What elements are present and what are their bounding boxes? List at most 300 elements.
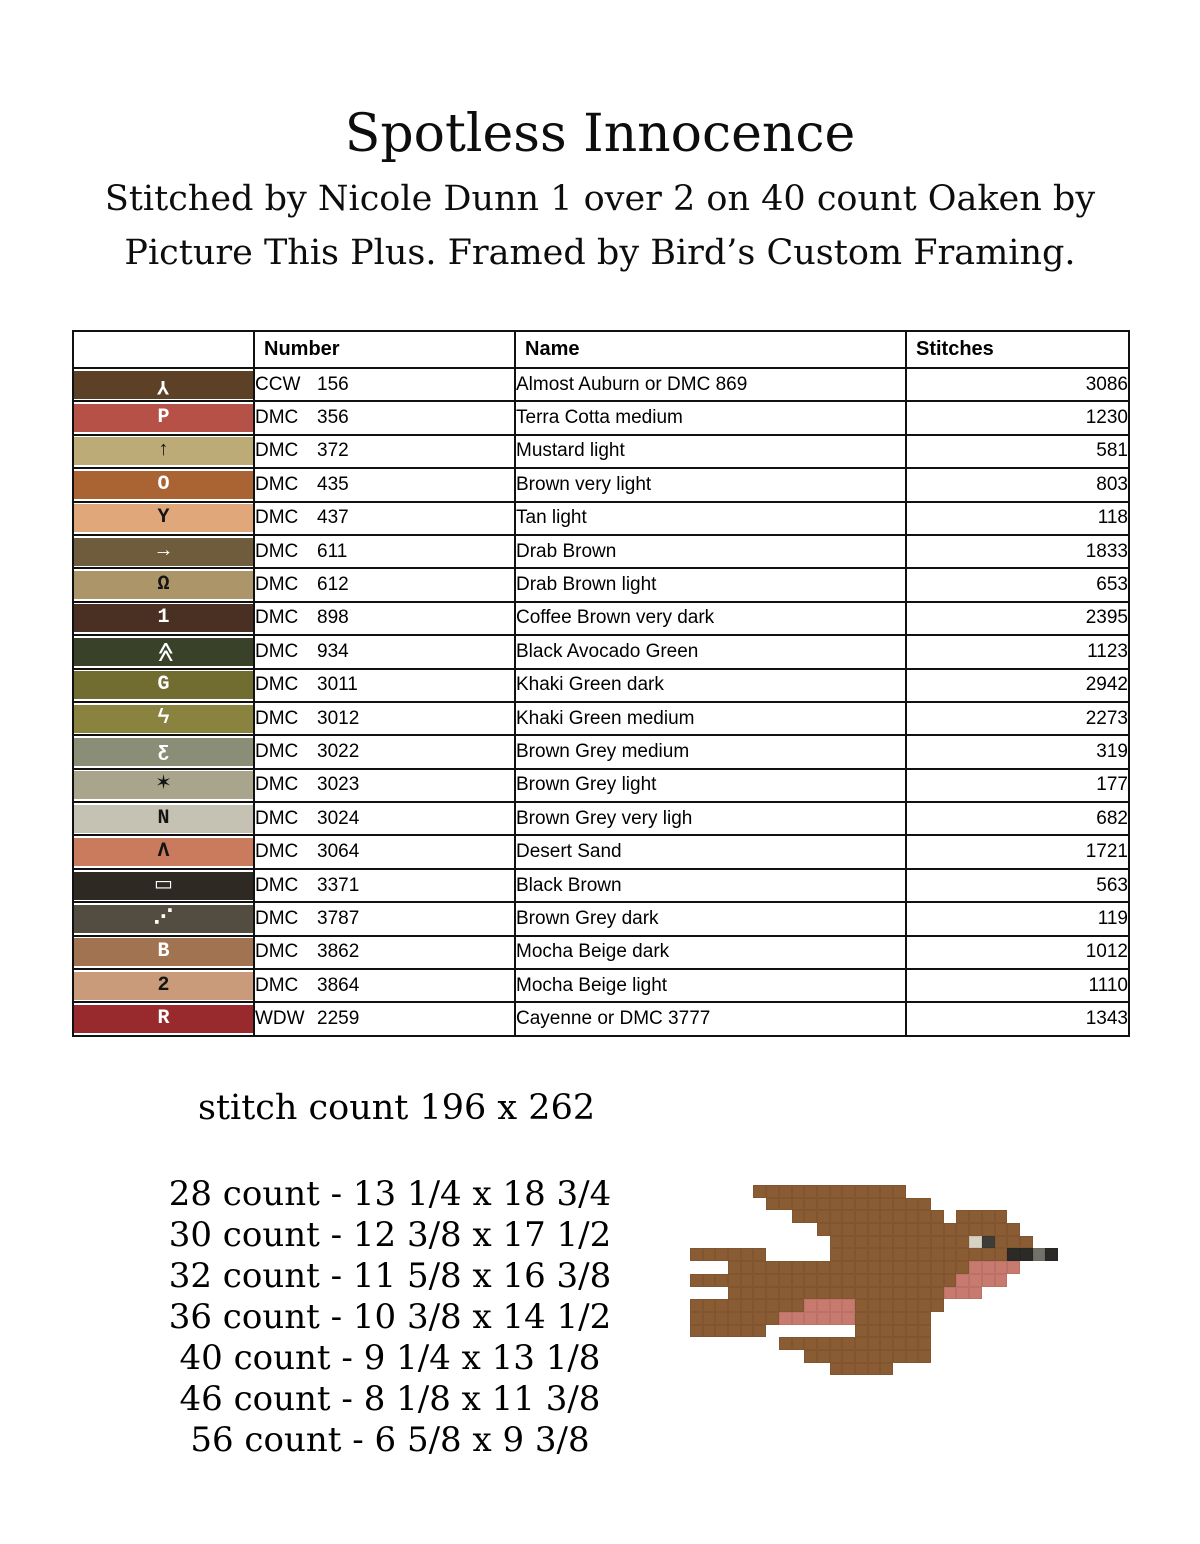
stitch-cell [804, 1325, 817, 1338]
stitch-cell [918, 1261, 931, 1274]
stitch-symbol: 1 [157, 606, 170, 630]
number-cell [254, 635, 515, 668]
stitch-cell [956, 1299, 969, 1312]
stitch-cell [817, 1350, 830, 1363]
stitch-cell [728, 1312, 741, 1325]
stitch-cell [918, 1363, 931, 1376]
stitch-cell [1033, 1350, 1046, 1363]
color-row [73, 936, 1129, 969]
stitch-cell [969, 1185, 982, 1198]
number-cell [254, 468, 515, 501]
stitch-cell [830, 1185, 843, 1198]
stitch-cell [1045, 1210, 1058, 1223]
pattern-title: Spotless Innocence [344, 104, 856, 164]
color-name: Brown Grey light [515, 769, 906, 802]
color-name: Black Brown [515, 869, 906, 902]
color-name: Khaki Green dark [515, 669, 906, 702]
stitch-cell [690, 1248, 703, 1261]
number-cell [254, 1002, 515, 1035]
stitch-cell [792, 1274, 805, 1287]
stitch-cell [753, 1337, 766, 1350]
stitch-cell [703, 1274, 716, 1287]
stitch-cell [842, 1337, 855, 1350]
stitch-cell [792, 1261, 805, 1274]
size-conversion-list [140, 1174, 640, 1461]
stitch-cell [880, 1261, 893, 1274]
stitch-cell [906, 1363, 919, 1376]
stitch-cell [830, 1299, 843, 1312]
color-row [73, 802, 1129, 835]
stitch-cell [1058, 1261, 1071, 1274]
stitch-cell [1045, 1287, 1058, 1300]
stitch-cell [715, 1363, 728, 1376]
stitch-cell [969, 1210, 982, 1223]
stitch-cell [931, 1223, 944, 1236]
stitch-cell [982, 1223, 995, 1236]
stitch-cell [703, 1350, 716, 1363]
pattern-subtitle-line2: Picture This Plus. Framed by Bird’s Custom Framing. [124, 233, 1076, 273]
stitch-cell [918, 1223, 931, 1236]
stitch-cell [982, 1248, 995, 1261]
stitch-cell [690, 1236, 703, 1249]
stitch-cell [1033, 1223, 1046, 1236]
swatch-cell [73, 969, 254, 1002]
stitch-cell [918, 1198, 931, 1211]
stitch-cell [1020, 1325, 1033, 1338]
stitch-cell [982, 1274, 995, 1287]
stitch-cell [1007, 1363, 1020, 1376]
stitch-cell [690, 1350, 703, 1363]
stitch-cell [779, 1274, 792, 1287]
floss-code: 3864 [317, 974, 360, 996]
stitch-cell [995, 1287, 1008, 1300]
stitch-cell [842, 1248, 855, 1261]
stitch-symbol: ▭ [154, 873, 173, 897]
stitch-cell [1020, 1198, 1033, 1211]
floss-code: 437 [317, 507, 349, 529]
stitch-cell [880, 1299, 893, 1312]
stitch-cell [969, 1223, 982, 1236]
number-cell [254, 368, 515, 401]
stitch-cell [703, 1287, 716, 1300]
stitch-cell [741, 1363, 754, 1376]
number-cell [254, 669, 515, 702]
stitches-value: 3086 [906, 368, 1129, 401]
size-conversion-item: 28 count - 13 1/4 x 18 3/4 [168, 1174, 612, 1214]
color-name: Drab Brown light [515, 568, 906, 601]
stitch-cell [931, 1287, 944, 1300]
stitch-cell [969, 1248, 982, 1261]
stitch-cell [703, 1185, 716, 1198]
stitch-cell [1033, 1248, 1046, 1261]
stitch-cell [982, 1198, 995, 1211]
stitch-cell [690, 1325, 703, 1338]
color-row [73, 835, 1129, 868]
stitch-cell [918, 1287, 931, 1300]
number-cell [254, 435, 515, 468]
stitch-cell [1058, 1287, 1071, 1300]
stitch-cell [893, 1261, 906, 1274]
color-swatch [74, 738, 253, 766]
number-cell [254, 535, 515, 568]
color-swatch [74, 771, 253, 799]
stitch-cell [1045, 1185, 1058, 1198]
stitch-cell [918, 1236, 931, 1249]
stitch-cell [690, 1198, 703, 1211]
stitch-cell [766, 1185, 779, 1198]
color-swatch [74, 705, 253, 733]
stitch-cell [969, 1287, 982, 1300]
stitch-cell [906, 1274, 919, 1287]
stitch-cell [995, 1325, 1008, 1338]
stitch-cell [1007, 1274, 1020, 1287]
stitch-cell [753, 1312, 766, 1325]
stitch-cell [956, 1185, 969, 1198]
stitch-cell [1007, 1337, 1020, 1350]
color-name: Almost Auburn or DMC 869 [515, 368, 906, 401]
color-row [73, 568, 1129, 601]
stitch-cell [918, 1350, 931, 1363]
stitches-value: 581 [906, 435, 1129, 468]
stitch-cell [1007, 1210, 1020, 1223]
stitch-cell [703, 1198, 716, 1211]
stitch-cell [830, 1312, 843, 1325]
color-row [73, 1002, 1129, 1035]
stitch-cell [690, 1185, 703, 1198]
stitch-cell [906, 1236, 919, 1249]
stitch-cell [931, 1198, 944, 1211]
color-key-table [72, 330, 1130, 1037]
stitch-cell [906, 1261, 919, 1274]
stitch-cell [1007, 1261, 1020, 1274]
stitch-cell [1007, 1312, 1020, 1325]
color-swatch [74, 805, 253, 833]
stitch-cell [944, 1185, 957, 1198]
stitch-cell [969, 1261, 982, 1274]
swatch-cell [73, 902, 254, 935]
stitch-cell [1020, 1274, 1033, 1287]
stitch-cell [766, 1363, 779, 1376]
number-cell [254, 902, 515, 935]
stitch-cell [715, 1287, 728, 1300]
stitch-cell [779, 1337, 792, 1350]
color-row [73, 869, 1129, 902]
stitch-cell [1058, 1198, 1071, 1211]
stitch-cell [792, 1350, 805, 1363]
stitch-cell [893, 1274, 906, 1287]
floss-code: 3862 [317, 941, 360, 963]
header-row [73, 331, 1129, 368]
stitch-cell [1033, 1274, 1046, 1287]
stitch-cell [792, 1299, 805, 1312]
stitch-cell [1058, 1210, 1071, 1223]
stitch-cell [1058, 1274, 1071, 1287]
stitch-cell [868, 1261, 881, 1274]
floss-brand: DMC [255, 707, 299, 729]
stitch-cell [931, 1210, 944, 1223]
swatch-cell [73, 869, 254, 902]
stitch-symbol: R [157, 1007, 170, 1031]
stitch-cell [715, 1350, 728, 1363]
stitch-cell [842, 1287, 855, 1300]
stitch-symbol: ✶ [155, 773, 172, 797]
stitch-cell [766, 1248, 779, 1261]
stitch-cell [817, 1210, 830, 1223]
stitch-cell [741, 1210, 754, 1223]
stitch-cell [855, 1312, 868, 1325]
stitch-cell [880, 1185, 893, 1198]
stitch-cell [880, 1312, 893, 1325]
stitch-cell [1020, 1363, 1033, 1376]
color-swatch [74, 905, 253, 933]
stitch-cell [792, 1223, 805, 1236]
stitch-cell [944, 1299, 957, 1312]
stitch-cell [1007, 1299, 1020, 1312]
floss-code: 156 [317, 373, 349, 395]
stitch-cell [855, 1274, 868, 1287]
stitch-cell [779, 1287, 792, 1300]
floss-brand: DMC [255, 507, 299, 529]
stitch-cell [918, 1337, 931, 1350]
stitch-cell [918, 1312, 931, 1325]
floss-brand: CCW [255, 373, 301, 395]
swatch-cell [73, 635, 254, 668]
color-row [73, 401, 1129, 434]
stitch-cell [956, 1198, 969, 1211]
color-swatch [74, 638, 253, 666]
stitch-cell [703, 1312, 716, 1325]
color-row [73, 702, 1129, 735]
stitch-cell [893, 1337, 906, 1350]
stitch-cell [855, 1337, 868, 1350]
stitch-cell [1007, 1185, 1020, 1198]
stitch-cell [792, 1337, 805, 1350]
swatch-cell [73, 602, 254, 635]
stitches-value: 1012 [906, 936, 1129, 969]
stitch-cell [1045, 1337, 1058, 1350]
stitch-cell [842, 1236, 855, 1249]
stitch-cell [893, 1223, 906, 1236]
floss-brand: DMC [255, 774, 299, 796]
stitch-cell [868, 1325, 881, 1338]
stitch-cell [753, 1261, 766, 1274]
floss-brand: WDW [255, 1008, 305, 1030]
stitch-cell [779, 1236, 792, 1249]
stitch-cell [703, 1363, 716, 1376]
number-cell [254, 936, 515, 969]
stitch-cell [956, 1236, 969, 1249]
stitch-cell [792, 1198, 805, 1211]
stitch-cell [753, 1198, 766, 1211]
stitch-cell [728, 1198, 741, 1211]
stitch-cell [728, 1210, 741, 1223]
stitch-cell [918, 1274, 931, 1287]
stitch-cell [956, 1287, 969, 1300]
stitch-cell [906, 1299, 919, 1312]
stitches-value: 119 [906, 902, 1129, 935]
stitch-cell [868, 1248, 881, 1261]
stitch-cell [817, 1248, 830, 1261]
color-swatch [74, 437, 253, 465]
swatch-cell [73, 401, 254, 434]
stitch-cell [1033, 1299, 1046, 1312]
pattern-subtitle-line1: Stitched by Nicole Dunn 1 over 2 on 40 count Oaken by [104, 179, 1096, 219]
number-cell [254, 869, 515, 902]
stitch-cell [1058, 1185, 1071, 1198]
stitch-cell [715, 1337, 728, 1350]
stitch-cell [906, 1287, 919, 1300]
stitches-value: 803 [906, 468, 1129, 501]
stitch-cell [817, 1337, 830, 1350]
stitch-cell [741, 1185, 754, 1198]
stitch-cell [817, 1325, 830, 1338]
stitch-cell [690, 1337, 703, 1350]
stitch-cell [956, 1325, 969, 1338]
floss-brand: DMC [255, 974, 299, 996]
stitch-count-text: stitch count 196 x 262 [198, 1088, 596, 1128]
stitch-cell [728, 1248, 741, 1261]
color-row [73, 735, 1129, 768]
stitch-cell [753, 1363, 766, 1376]
number-cell [254, 602, 515, 635]
stitch-cell [690, 1274, 703, 1287]
swatch-cell [73, 435, 254, 468]
color-swatch [74, 538, 253, 566]
stitch-symbol: Λ [157, 840, 170, 864]
stitches-value: 2273 [906, 702, 1129, 735]
stitch-cell [944, 1236, 957, 1249]
stitch-cell [804, 1287, 817, 1300]
column-header-name: Name [515, 331, 906, 368]
stitch-cell [1020, 1312, 1033, 1325]
stitch-cell [944, 1274, 957, 1287]
stitch-cell [804, 1337, 817, 1350]
stitch-cell [715, 1274, 728, 1287]
stitch-cell [931, 1274, 944, 1287]
stitch-cell [715, 1236, 728, 1249]
size-conversion-item: 56 count - 6 5/8 x 9 3/8 [190, 1420, 590, 1460]
stitch-cell [766, 1274, 779, 1287]
stitch-cell [741, 1248, 754, 1261]
stitch-cell [1045, 1223, 1058, 1236]
stitch-cell [842, 1299, 855, 1312]
stitch-cell [741, 1287, 754, 1300]
stitch-cell [944, 1363, 957, 1376]
stitch-cell [1020, 1299, 1033, 1312]
stitch-symbol: P [157, 406, 170, 430]
number-cell [254, 401, 515, 434]
stitch-cell [931, 1312, 944, 1325]
number-cell [254, 835, 515, 868]
stitch-cell [893, 1312, 906, 1325]
stitch-cell [880, 1325, 893, 1338]
stitch-cell [956, 1274, 969, 1287]
stitch-cell [855, 1210, 868, 1223]
color-name: Mustard light [515, 435, 906, 468]
stitch-cell [982, 1236, 995, 1249]
stitch-cell [715, 1248, 728, 1261]
stitch-cell [766, 1312, 779, 1325]
stitch-cell [982, 1350, 995, 1363]
stitch-cell [753, 1236, 766, 1249]
number-cell [254, 735, 515, 768]
size-conversion-item: 30 count - 12 3/8 x 17 1/2 [168, 1215, 612, 1255]
stitch-cell [792, 1325, 805, 1338]
stitch-cell [715, 1210, 728, 1223]
title-block [0, 104, 1200, 280]
stitch-cell [830, 1287, 843, 1300]
stitch-cell [804, 1185, 817, 1198]
stitch-cell [728, 1287, 741, 1300]
stitch-cell [969, 1325, 982, 1338]
stitches-value: 118 [906, 502, 1129, 535]
floss-code: 372 [317, 440, 349, 462]
stitch-cell [893, 1363, 906, 1376]
stitch-cell [906, 1210, 919, 1223]
swatch-cell [73, 1002, 254, 1035]
column-header-symbol [73, 331, 254, 368]
floss-brand: DMC [255, 407, 299, 429]
stitch-cell [842, 1325, 855, 1338]
color-name: Desert Sand [515, 835, 906, 868]
stitch-cell [804, 1312, 817, 1325]
floss-brand: DMC [255, 574, 299, 596]
stitch-cell [830, 1198, 843, 1211]
stitch-cell [728, 1363, 741, 1376]
floss-brand: DMC [255, 440, 299, 462]
stitch-cell [931, 1185, 944, 1198]
stitches-value: 319 [906, 735, 1129, 768]
stitch-cell [931, 1350, 944, 1363]
stitch-cell [804, 1350, 817, 1363]
stitch-cell [931, 1236, 944, 1249]
stitch-symbol: 2 [157, 973, 170, 997]
cross-stitch-bird-preview [690, 1185, 1071, 1375]
stitch-cell [741, 1325, 754, 1338]
stitch-cell [956, 1248, 969, 1261]
stitch-cell [931, 1299, 944, 1312]
stitch-symbol: ≪ [152, 641, 176, 663]
stitch-cell [1033, 1198, 1046, 1211]
stitch-cell [893, 1248, 906, 1261]
floss-brand: DMC [255, 941, 299, 963]
stitch-cell [982, 1325, 995, 1338]
stitch-cell [931, 1337, 944, 1350]
stitch-cell [741, 1223, 754, 1236]
stitches-value: 1343 [906, 1002, 1129, 1035]
stitch-cell [1020, 1337, 1033, 1350]
stitch-cell [766, 1261, 779, 1274]
stitch-symbol: O [157, 472, 170, 496]
stitch-cell [995, 1261, 1008, 1274]
stitch-cell [817, 1198, 830, 1211]
stitch-cell [855, 1325, 868, 1338]
stitch-cell [715, 1312, 728, 1325]
stitch-cell [1045, 1350, 1058, 1363]
stitch-cell [880, 1210, 893, 1223]
swatch-cell [73, 936, 254, 969]
stitch-cell [855, 1299, 868, 1312]
stitch-cell [1007, 1236, 1020, 1249]
stitch-cell [944, 1312, 957, 1325]
stitch-cell [944, 1287, 957, 1300]
stitch-cell [842, 1312, 855, 1325]
stitch-cell [956, 1223, 969, 1236]
stitch-cell [1033, 1363, 1046, 1376]
stitch-cell [982, 1261, 995, 1274]
stitches-value: 1110 [906, 969, 1129, 1002]
stitch-cell [906, 1350, 919, 1363]
